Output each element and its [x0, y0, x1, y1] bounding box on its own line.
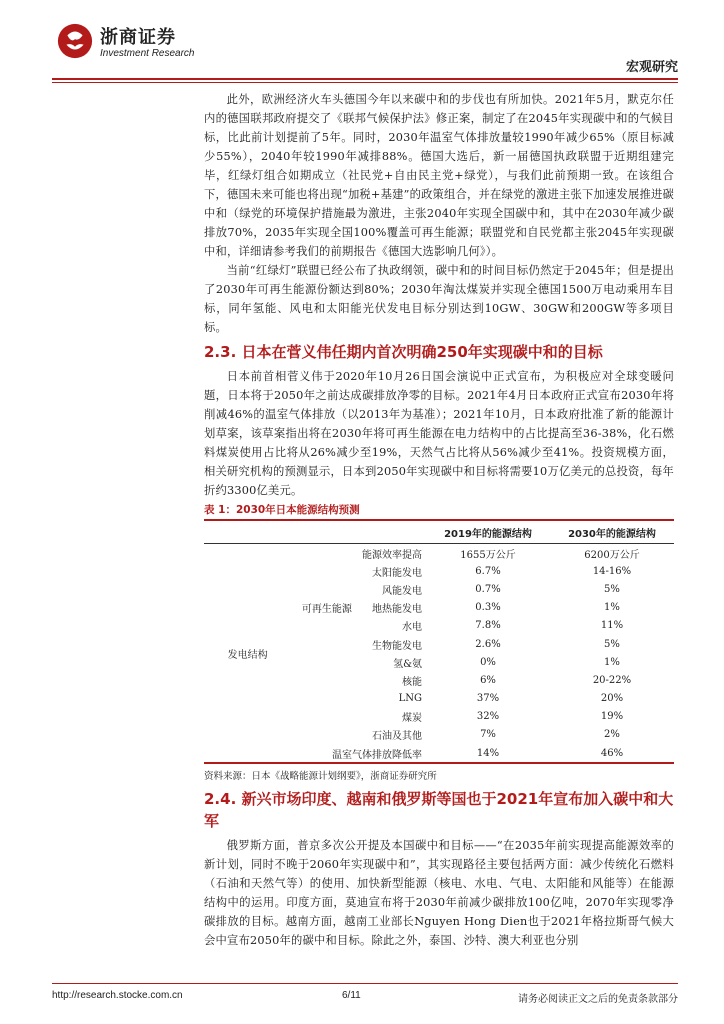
main-content: [204, 90, 674, 950]
row-label: 核能: [402, 676, 423, 688]
paragraph-germany: 此外，欧洲经济火车头德国今年以来碳中和的步伐也有所加快。2021年5月，默克尔任内的德国联邦政府提交了《联邦气候保护法》修正案，制定了在2045年实现碳中和的气候目标，比此前计划提前了5年。同时，2030年温室气体排放量较1990年减少65%（原目标减少55%），2040年较1990年减排88%。德国大选后，新一届德国执政联盟于近期组建完毕，红绿灯组合如期成立（社民党+自由民主党+绿党），与我们此前预期一致。在该组合下，德国未来可能也将出现“加税+基建”的政策组合，并在绿党的激进主张下加速发展推进碳中和（绿党的环境保护措施最为激进，主张2040年实现全国碳中和，其中在2030年减少碳排放70%，2035年实现全国100%覆盖可再生能源；联盟党和自民党都主张2045年实现碳中和，详细请参考我们的前期报告《德国大选影响几何》）。: [204, 93, 674, 258]
heading-emerging-markets: 2.4. 新兴市场印度、越南和俄罗斯等国也于2021年宣布加入碳中和大军: [204, 790, 674, 831]
cell-2030: 1%: [604, 602, 620, 614]
cell-2019: 32%: [476, 711, 500, 723]
column-header-2019: 2019年的能源结构: [426, 520, 550, 544]
page-number: 6/11: [342, 990, 361, 1001]
cell-2019: 14%: [426, 744, 550, 763]
row-label: 水电: [402, 622, 423, 634]
cell-2019: 1655万公斤: [460, 549, 516, 561]
column-header-2030: 2030年的能源结构: [550, 520, 674, 544]
cell-2030: 5%: [604, 638, 620, 650]
table-header-row: [204, 520, 674, 544]
brand-english-name: Investment Research: [100, 48, 195, 59]
row-label: LNG: [398, 693, 423, 705]
zheshang-logo-icon: [56, 22, 94, 60]
row-label: 氢&氨: [393, 658, 423, 670]
cell-2019: 6%: [480, 674, 496, 686]
table-row: [204, 562, 674, 580]
row-label: 能源效率提高: [362, 549, 423, 561]
subgroup-label-renewable: 可再生能源: [301, 604, 352, 616]
cell-2030: 20%: [600, 693, 624, 705]
cell-2030: 14-16%: [592, 565, 632, 577]
row-label: 地热能发电: [372, 604, 423, 616]
cell-2030: 46%: [550, 744, 674, 763]
row-label: 温室气体排放降低率: [291, 744, 426, 763]
row-label: 风能发电: [382, 585, 423, 597]
group-label-power: 发电结构: [227, 649, 268, 661]
cell-2019: 7.8%: [475, 620, 501, 632]
cell-2030: 19%: [600, 711, 624, 723]
heading-japan: 2.3. 日本在菅义伟任期内首次明确250年实现碳中和的目标: [204, 343, 603, 361]
table-row: [204, 744, 674, 763]
paragraph-traffic-light: 当前“红绿灯”联盟已经公布了执政纲领，碳中和的时间目标仍然定于2045年；但是提出了2030年可再生能源份额达到80%；2030年淘汰煤炭并实现全德国1500万电动乘用车目标，同年氢能、风电和太阳能光伏发电目标分别达到10GW、30GW和200GW等多项目标。: [204, 264, 674, 334]
section-tag: 宏观研究: [625, 60, 678, 75]
header-divider-thin: [52, 82, 678, 83]
cell-2019: 0.3%: [475, 602, 501, 614]
cell-2030: 20-22%: [592, 674, 632, 686]
row-label: 太阳能发电: [372, 567, 423, 579]
energy-structure-table: [204, 519, 674, 764]
table-row: [204, 544, 674, 563]
brand-name: 浙商证券: [100, 27, 176, 48]
paragraph-russia-india-vietnam: 俄罗斯方面，普京多次公开提及本国碳中和目标——“在2035年前实现提高能源效率的新计划，同时不晚于2060年实现碳中和”，其实现路径主要包括两方面：减少传统化石燃料（石油和天然气等）的使用、加快新型能源（核电、水电、气电、太阳能和风能等）在能源结构中的运用。印度方面，莫迪宣布将于2030年前减少碳排放100亿吨，2070年实现零净碳排放的目标。越南方面，越南工业部长Nguyen Hong Dien也于2021年格拉斯哥气候大会中宣布2050年的碳中和目标。除此之外，泰国、沙特、澳大利亚也分别: [204, 839, 674, 948]
cell-2019: 0%: [480, 656, 496, 668]
disclaimer-note: 请务必阅读正文之后的免责条款部分: [518, 994, 678, 1005]
cell-2019: 6.7%: [475, 565, 501, 577]
cell-2019: 2.6%: [475, 638, 501, 650]
table-title: 表 1：2030年日本能源结构预测: [204, 504, 360, 516]
cell-2019: 7%: [480, 729, 496, 741]
footer-divider: [52, 983, 678, 984]
row-label: 石油及其他: [372, 731, 423, 743]
row-label: 生物能发电: [372, 640, 423, 652]
row-label: 煤炭: [402, 713, 423, 725]
cell-2019: 0.7%: [475, 583, 501, 595]
footer-url-link[interactable]: http://research.stocke.com.cn: [52, 990, 183, 1001]
cell-2019: 37%: [476, 693, 500, 705]
header-divider: [52, 78, 678, 80]
paragraph-japan: 日本前首相菅义伟于2020年10月26日国会演说中正式宣布，为积极应对全球变暖问题，日本将于2050年之前达成碳排放净零的目标。2021年4月日本政府正式宣布2030年将削减46%的温室气体排放（以2013年为基准）；2021年10月，日本政府批准了新的能源计划草案，该草案指出将在2030年将可再生能源在电力结构中的占比提高至36-38%，化石燃料煤炭使用占比将从26%减少至19%，天然气占比将从56%减少至41%。投资规模方面，相关研究机构的预测显示，日本到2050年实现碳中和目标将需要10万亿美元的总投资，每年折约3300亿美元。: [204, 370, 674, 497]
cell-2030: 1%: [604, 656, 620, 668]
cell-2030: 2%: [604, 729, 620, 741]
cell-2030: 6200万公斤: [584, 549, 640, 561]
table-source: 资料来源：日本《战略能源计划纲要》，浙商证券研究所: [204, 771, 437, 783]
cell-2030: 11%: [600, 620, 624, 632]
page-header: [52, 18, 678, 76]
cell-2030: 5%: [604, 583, 620, 595]
